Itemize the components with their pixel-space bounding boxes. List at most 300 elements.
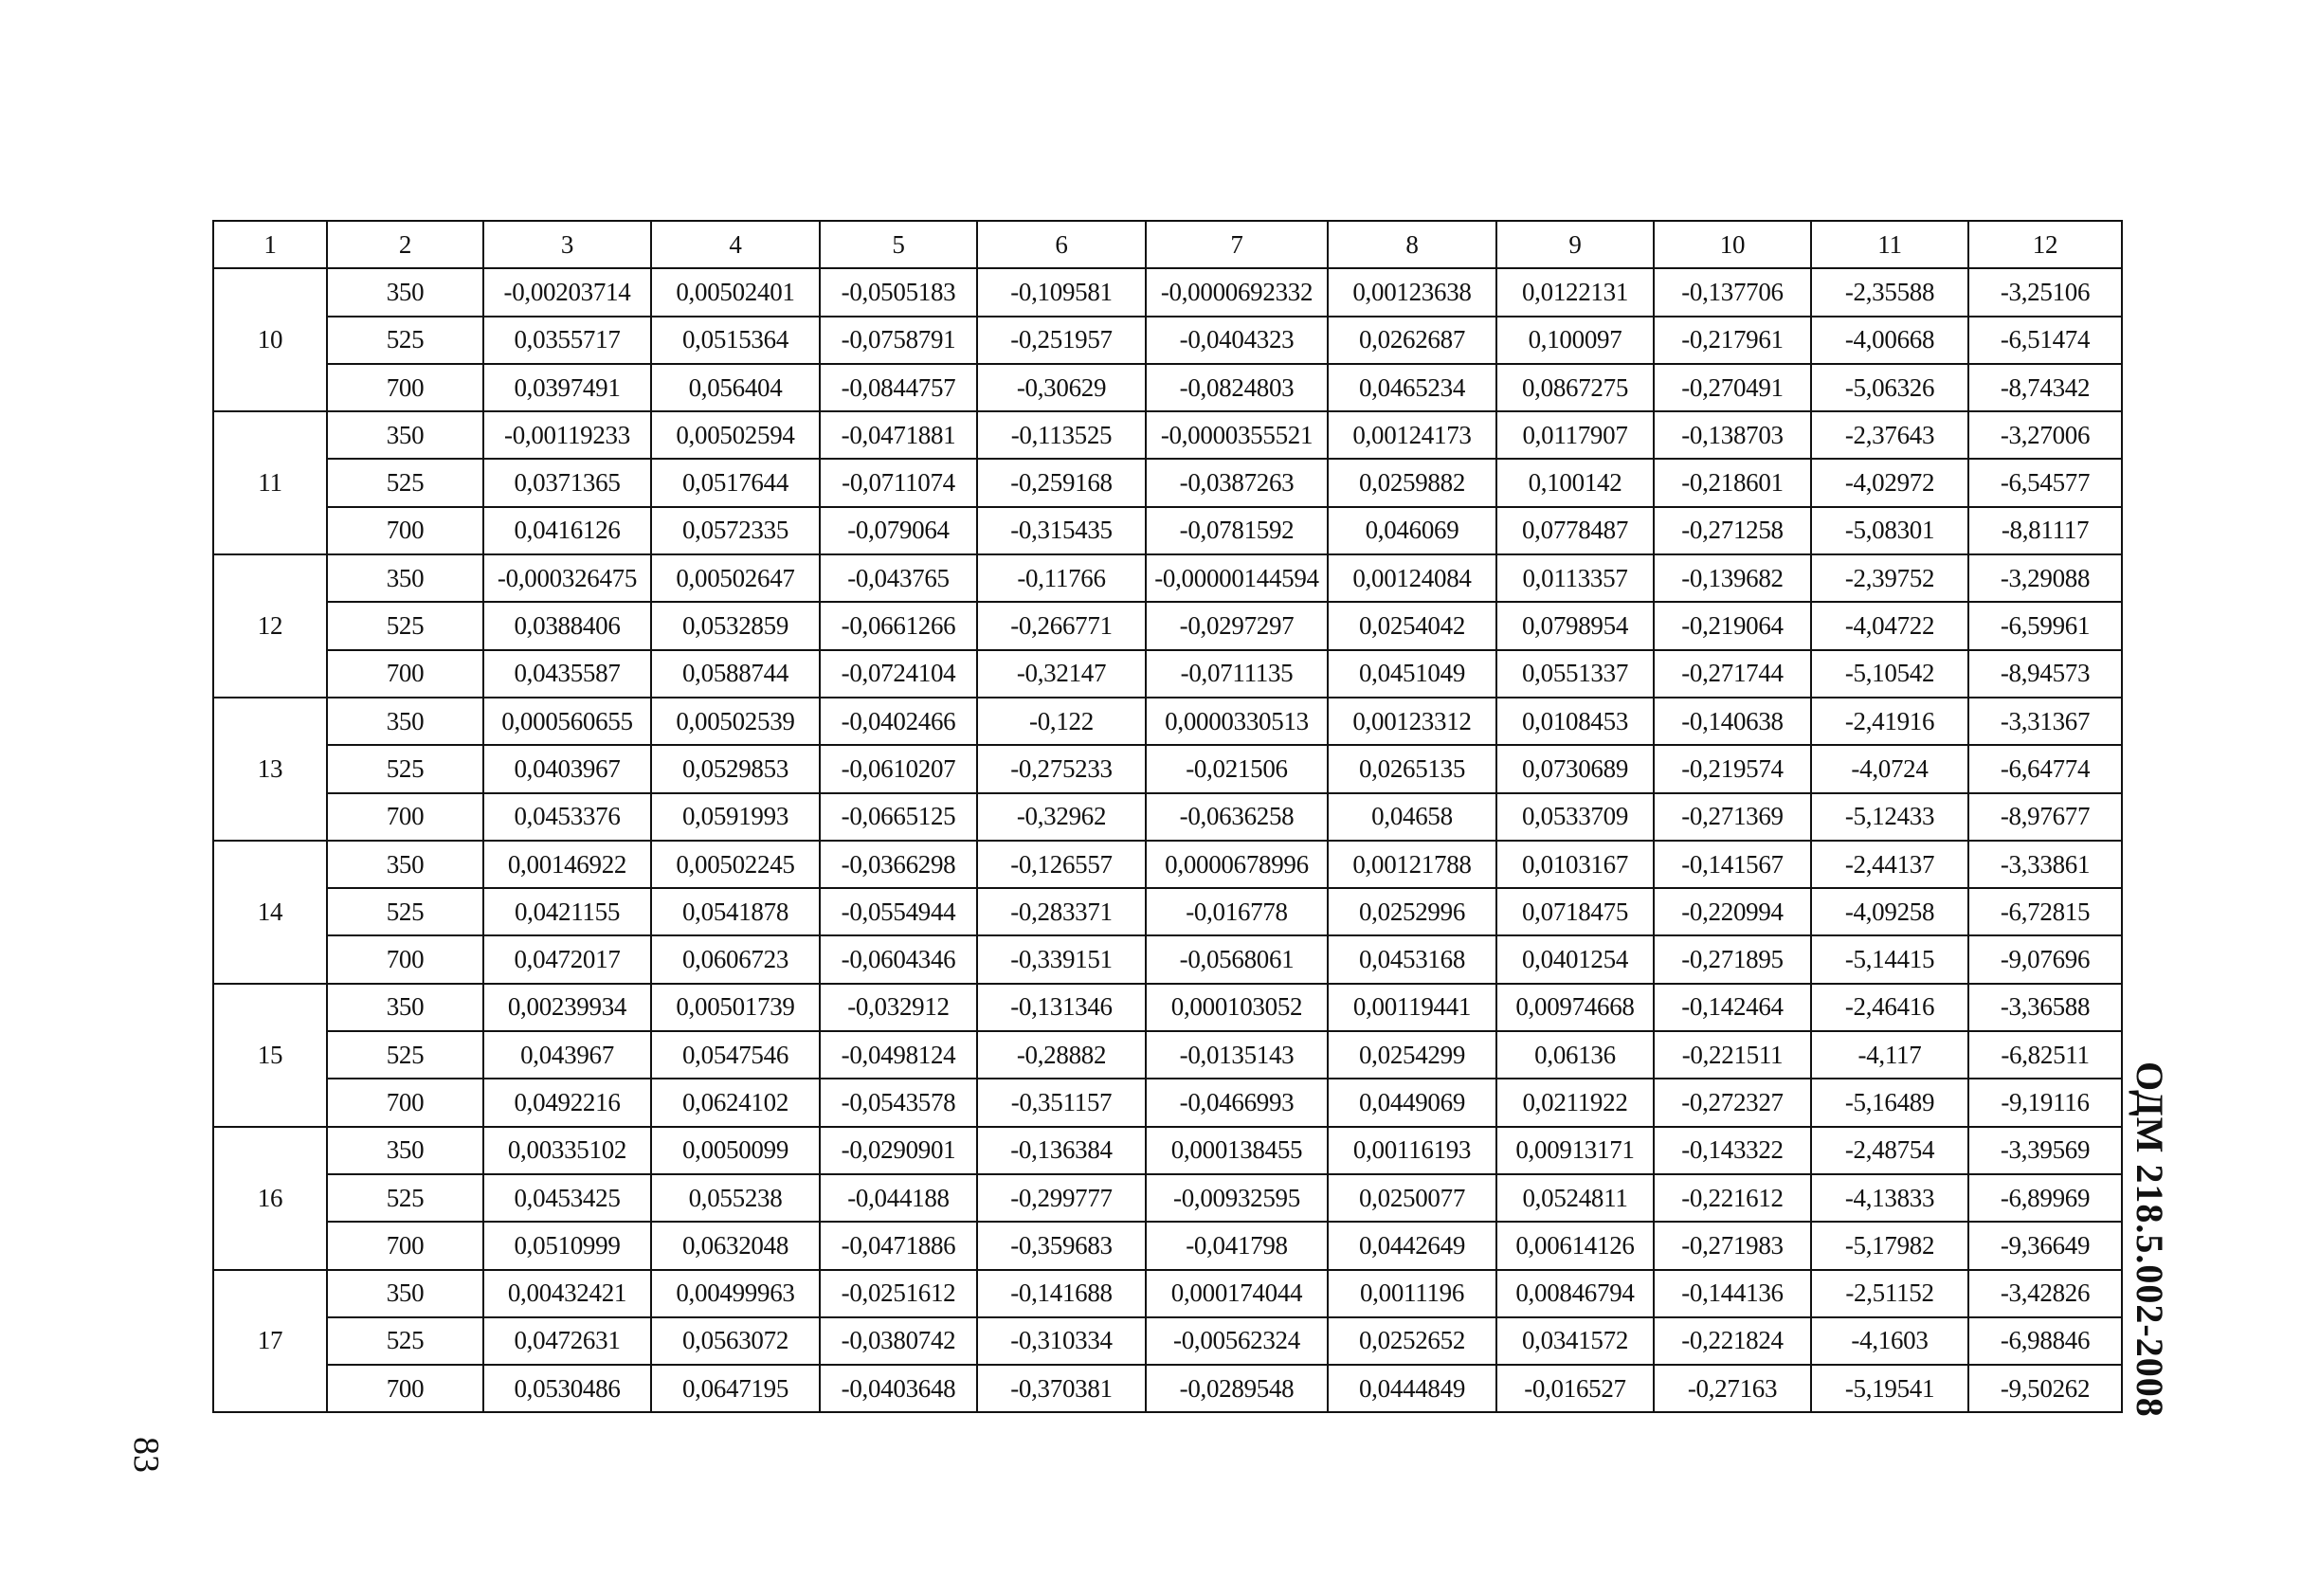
table-cell: -0,0661266	[820, 602, 977, 649]
group-id-cell: 11	[213, 411, 327, 554]
group-id-cell: 10	[213, 268, 327, 411]
table-cell: 0,0108453	[1496, 698, 1654, 745]
table-cell: 0,0532859	[651, 602, 820, 649]
group-id-cell: 17	[213, 1270, 327, 1413]
table-cell: -0,0711074	[820, 459, 977, 506]
table-cell: -0,136384	[977, 1127, 1146, 1174]
table-cell: -0,141688	[977, 1270, 1146, 1317]
table-cell: -0,32962	[977, 793, 1146, 841]
table-cell: -0,043765	[820, 554, 977, 602]
table-cell: 0,0254299	[1328, 1031, 1496, 1079]
table-cell: -0,079064	[820, 507, 977, 554]
group-id-cell: 15	[213, 984, 327, 1127]
table-cell: 0,00124084	[1328, 554, 1496, 602]
table-cell: 0,00335102	[483, 1127, 651, 1174]
page-number: 83	[126, 1437, 166, 1473]
table-cell: 0,0867275	[1496, 364, 1654, 411]
table-cell: -9,36649	[1968, 1222, 2122, 1269]
table-cell: 0,0524811	[1496, 1174, 1654, 1222]
table-cell: 0,0449069	[1328, 1079, 1496, 1126]
table-cell: -0,219574	[1654, 745, 1811, 792]
table-cell: 0,0451049	[1328, 650, 1496, 698]
table-cell: 0,0416126	[483, 507, 651, 554]
table-cell: -0,0610207	[820, 745, 977, 792]
table-cell: -3,27006	[1968, 411, 2122, 459]
table-cell: -6,72815	[1968, 888, 2122, 935]
table-cell: -0,109581	[977, 268, 1146, 316]
table-cell: 0,0355717	[483, 317, 651, 364]
table-cell: -0,221511	[1654, 1031, 1811, 1079]
table-cell: -0,0000692332	[1146, 268, 1328, 316]
table-cell: -0,370381	[977, 1365, 1146, 1412]
row-parameter-cell: 350	[327, 411, 483, 459]
table-cell: -2,44137	[1811, 841, 1968, 888]
table-cell: 0,00121788	[1328, 841, 1496, 888]
table-cell: -2,51152	[1811, 1270, 1968, 1317]
table-cell: -0,310334	[977, 1317, 1146, 1365]
table-cell: -0,271744	[1654, 650, 1811, 698]
row-parameter-cell: 350	[327, 698, 483, 745]
table-cell: -8,97677	[1968, 793, 2122, 841]
table-cell: 0,0541878	[651, 888, 820, 935]
group-id-cell: 14	[213, 841, 327, 984]
column-header: 4	[651, 221, 820, 268]
table-cell: 0,0453168	[1328, 935, 1496, 983]
table-row	[213, 650, 2122, 698]
table-cell: 0,0529853	[651, 745, 820, 792]
column-header: 3	[483, 221, 651, 268]
table-cell: -0,0568061	[1146, 935, 1328, 983]
table-cell: -3,39569	[1968, 1127, 2122, 1174]
table-cell: -0,0366298	[820, 841, 977, 888]
data-table	[212, 220, 2123, 1413]
table-cell: 0,055238	[651, 1174, 820, 1222]
table-cell: 0,0103167	[1496, 841, 1654, 888]
group-id-cell: 16	[213, 1127, 327, 1270]
table-cell: -3,25106	[1968, 268, 2122, 316]
column-header: 12	[1968, 221, 2122, 268]
table-cell: -0,0844757	[820, 364, 977, 411]
table-cell: 0,0492216	[483, 1079, 651, 1126]
table-cell: 0,0465234	[1328, 364, 1496, 411]
table-cell: -0,0290901	[820, 1127, 977, 1174]
row-parameter-cell: 525	[327, 745, 483, 792]
table-cell: -4,09258	[1811, 888, 1968, 935]
table-cell: 0,0421155	[483, 888, 651, 935]
table-cell: -2,37643	[1811, 411, 1968, 459]
table-cell: -0,0724104	[820, 650, 977, 698]
table-row	[213, 268, 2122, 316]
table-cell: 0,0442649	[1328, 1222, 1496, 1269]
table-cell: -0,0665125	[820, 793, 977, 841]
table-cell: -0,00932595	[1146, 1174, 1328, 1222]
table-cell: -9,50262	[1968, 1365, 2122, 1412]
group-id-cell: 12	[213, 554, 327, 698]
table-cell: 0,00502401	[651, 268, 820, 316]
table-cell: -4,02972	[1811, 459, 1968, 506]
table-cell: -0,139682	[1654, 554, 1811, 602]
column-header: 8	[1328, 221, 1496, 268]
table-cell: 0,00502245	[651, 841, 820, 888]
row-parameter-cell: 350	[327, 268, 483, 316]
table-cell: -0,131346	[977, 984, 1146, 1031]
table-row	[213, 793, 2122, 841]
row-parameter-cell: 525	[327, 1031, 483, 1079]
table-cell: -0,138703	[1654, 411, 1811, 459]
table-cell: 0,0606723	[651, 935, 820, 983]
row-parameter-cell: 700	[327, 1222, 483, 1269]
table-cell: -0,016527	[1496, 1365, 1654, 1412]
table-row	[213, 1079, 2122, 1126]
table-cell: -2,46416	[1811, 984, 1968, 1031]
table-cell: -0,0781592	[1146, 507, 1328, 554]
table-cell: 0,0000330513	[1146, 698, 1328, 745]
table-cell: 0,0632048	[651, 1222, 820, 1269]
table-row	[213, 841, 2122, 888]
table-cell: -0,0135143	[1146, 1031, 1328, 1079]
table-row	[213, 507, 2122, 554]
table-cell: 0,0113357	[1496, 554, 1654, 602]
table-cell: -0,0289548	[1146, 1365, 1328, 1412]
table-cell: -5,06326	[1811, 364, 1968, 411]
table-cell: 0,0262687	[1328, 317, 1496, 364]
table-cell: 0,0624102	[651, 1079, 820, 1126]
table-cell: -0,339151	[977, 935, 1146, 983]
table-row	[213, 984, 2122, 1031]
table-cell: 0,0510999	[483, 1222, 651, 1269]
row-parameter-cell: 525	[327, 459, 483, 506]
table-cell: 0,0252652	[1328, 1317, 1496, 1365]
table-cell: 0,0252996	[1328, 888, 1496, 935]
table-cell: 0,00502594	[651, 411, 820, 459]
table-cell: -6,82511	[1968, 1031, 2122, 1079]
table-row	[213, 698, 2122, 745]
table-cell: 0,0435587	[483, 650, 651, 698]
table-cell: -6,51474	[1968, 317, 2122, 364]
table-cell: 0,100142	[1496, 459, 1654, 506]
row-parameter-cell: 350	[327, 1127, 483, 1174]
table-cell: -5,10542	[1811, 650, 1968, 698]
table-cell: 0,043967	[483, 1031, 651, 1079]
table-cell: -8,94573	[1968, 650, 2122, 698]
column-header: 7	[1146, 221, 1328, 268]
table-cell: -0,30629	[977, 364, 1146, 411]
table-cell: -0,00119233	[483, 411, 651, 459]
table-row	[213, 1031, 2122, 1079]
table-cell: -0,113525	[977, 411, 1146, 459]
row-parameter-cell: 525	[327, 888, 483, 935]
table-cell: -4,1603	[1811, 1317, 1968, 1365]
table-cell: 0,00116193	[1328, 1127, 1496, 1174]
row-parameter-cell: 700	[327, 1079, 483, 1126]
table-cell: 0,0401254	[1496, 935, 1654, 983]
table-cell: 0,0515364	[651, 317, 820, 364]
table-cell: 0,00239934	[483, 984, 651, 1031]
table-cell: 0,00614126	[1496, 1222, 1654, 1269]
row-parameter-cell: 525	[327, 1174, 483, 1222]
table-cell: -0,000326475	[483, 554, 651, 602]
table-row	[213, 745, 2122, 792]
table-cell: -0,0543578	[820, 1079, 977, 1126]
table-cell: -0,28882	[977, 1031, 1146, 1079]
table-cell: 0,00974668	[1496, 984, 1654, 1031]
table-cell: -4,04722	[1811, 602, 1968, 649]
table-cell: 0,00501739	[651, 984, 820, 1031]
table-cell: 0,0472017	[483, 935, 651, 983]
table-cell: 0,0647195	[651, 1365, 820, 1412]
row-parameter-cell: 700	[327, 935, 483, 983]
row-parameter-cell: 350	[327, 984, 483, 1031]
table-cell: -5,14415	[1811, 935, 1968, 983]
table-cell: -4,0724	[1811, 745, 1968, 792]
table-cell: 0,056404	[651, 364, 820, 411]
table-cell: 0,0530486	[483, 1365, 651, 1412]
column-header: 11	[1811, 221, 1968, 268]
table-cell: -0,00203714	[483, 268, 651, 316]
table-cell: 0,000138455	[1146, 1127, 1328, 1174]
table-cell: -0,299777	[977, 1174, 1146, 1222]
table-row	[213, 1222, 2122, 1269]
column-header: 6	[977, 221, 1146, 268]
table-body	[213, 268, 2122, 1412]
table-row	[213, 459, 2122, 506]
table-cell: -0,122	[977, 698, 1146, 745]
table-cell: -0,0636258	[1146, 793, 1328, 841]
table-cell: 0,0551337	[1496, 650, 1654, 698]
table-cell: -5,12433	[1811, 793, 1968, 841]
table-cell: -5,16489	[1811, 1079, 1968, 1126]
table-cell: 0,0265135	[1328, 745, 1496, 792]
table-cell: -0,0380742	[820, 1317, 977, 1365]
table-cell: -2,39752	[1811, 554, 1968, 602]
table-cell: -0,0758791	[820, 317, 977, 364]
table-cell: -0,251957	[977, 317, 1146, 364]
table-cell: 0,00432421	[483, 1270, 651, 1317]
table-cell: -0,0711135	[1146, 650, 1328, 698]
table-cell: -0,27163	[1654, 1365, 1811, 1412]
table-cell: -0,272327	[1654, 1079, 1811, 1126]
table-cell: -0,00000144594	[1146, 554, 1328, 602]
table-cell: -2,48754	[1811, 1127, 1968, 1174]
table-cell: 0,0371365	[483, 459, 651, 506]
table-cell: -0,00562324	[1146, 1317, 1328, 1365]
column-header: 1	[213, 221, 327, 268]
table-cell: 0,0211922	[1496, 1079, 1654, 1126]
table-row	[213, 1174, 2122, 1222]
table-cell: 0,000560655	[483, 698, 651, 745]
table-cell: -0,315435	[977, 507, 1146, 554]
table-cell: -3,29088	[1968, 554, 2122, 602]
table-cell: 0,00499963	[651, 1270, 820, 1317]
group-id-cell: 13	[213, 698, 327, 841]
table-cell: -0,032912	[820, 984, 977, 1031]
table-cell: 0,0588744	[651, 650, 820, 698]
table-cell: -0,0604346	[820, 935, 977, 983]
table-cell: 0,04658	[1328, 793, 1496, 841]
table-cell: -0,219064	[1654, 602, 1811, 649]
table-row	[213, 317, 2122, 364]
table-cell: 0,00502539	[651, 698, 820, 745]
table-cell: -0,140638	[1654, 698, 1811, 745]
table-cell: -0,220994	[1654, 888, 1811, 935]
table-cell: -8,74342	[1968, 364, 2122, 411]
table-cell: -0,0402466	[820, 698, 977, 745]
table-cell: -2,35588	[1811, 268, 1968, 316]
table-cell: 0,00124173	[1328, 411, 1496, 459]
table-cell: 0,0397491	[483, 364, 651, 411]
table-cell: -0,259168	[977, 459, 1146, 506]
table-row	[213, 602, 2122, 649]
table-row	[213, 554, 2122, 602]
table-cell: 0,000174044	[1146, 1270, 1328, 1317]
table-cell: -9,19116	[1968, 1079, 2122, 1126]
row-parameter-cell: 350	[327, 1270, 483, 1317]
table-cell: 0,0117907	[1496, 411, 1654, 459]
table-cell: 0,046069	[1328, 507, 1496, 554]
table-cell: -0,217961	[1654, 317, 1811, 364]
table-cell: -0,0505183	[820, 268, 977, 316]
table-cell: 0,0000678996	[1146, 841, 1328, 888]
row-parameter-cell: 525	[327, 317, 483, 364]
table-cell: -0,044188	[820, 1174, 977, 1222]
table-row	[213, 1365, 2122, 1412]
table-cell: -0,270491	[1654, 364, 1811, 411]
table-cell: 0,0254042	[1328, 602, 1496, 649]
table-cell: -0,283371	[977, 888, 1146, 935]
table-cell: -0,144136	[1654, 1270, 1811, 1317]
table-row	[213, 935, 2122, 983]
table-cell: -3,31367	[1968, 698, 2122, 745]
table-cell: -3,36588	[1968, 984, 2122, 1031]
table-cell: 0,0341572	[1496, 1317, 1654, 1365]
table-cell: -0,0498124	[820, 1031, 977, 1079]
table-cell: -0,141567	[1654, 841, 1811, 888]
table-cell: -0,266771	[977, 602, 1146, 649]
table-cell: 0,0572335	[651, 507, 820, 554]
table-cell: -0,0387263	[1146, 459, 1328, 506]
table-row	[213, 364, 2122, 411]
table-cell: 0,00502647	[651, 554, 820, 602]
table-cell: -0,143322	[1654, 1127, 1811, 1174]
table-cell: 0,0472631	[483, 1317, 651, 1365]
table-cell: 0,0250077	[1328, 1174, 1496, 1222]
table-row	[213, 1270, 2122, 1317]
table-cell: -9,07696	[1968, 935, 2122, 983]
row-parameter-cell: 700	[327, 507, 483, 554]
table-cell: -0,275233	[977, 745, 1146, 792]
table-cell: -0,0297297	[1146, 602, 1328, 649]
table-cell: 0,0730689	[1496, 745, 1654, 792]
row-parameter-cell: 525	[327, 1317, 483, 1365]
table-cell: -0,221612	[1654, 1174, 1811, 1222]
row-parameter-cell: 525	[327, 602, 483, 649]
table-cell: -0,271983	[1654, 1222, 1811, 1269]
table-cell: -0,218601	[1654, 459, 1811, 506]
table-cell: -6,64774	[1968, 745, 2122, 792]
table-cell: -0,0403648	[820, 1365, 977, 1412]
table-cell: 0,00123312	[1328, 698, 1496, 745]
table-cell: -0,0471881	[820, 411, 977, 459]
table-cell: 0,0122131	[1496, 268, 1654, 316]
table-cell: 0,0453425	[483, 1174, 651, 1222]
table-cell: 0,00119441	[1328, 984, 1496, 1031]
table-cell: 0,0388406	[483, 602, 651, 649]
row-parameter-cell: 350	[327, 554, 483, 602]
table-cell: 0,0050099	[651, 1127, 820, 1174]
table-cell: 0,0444849	[1328, 1365, 1496, 1412]
table-row	[213, 1127, 2122, 1174]
table-cell: -0,221824	[1654, 1317, 1811, 1365]
table-cell: 0,000103052	[1146, 984, 1328, 1031]
table-cell: 0,0547546	[651, 1031, 820, 1079]
column-header: 9	[1496, 221, 1654, 268]
table-cell: -3,33861	[1968, 841, 2122, 888]
table-cell: 0,100097	[1496, 317, 1654, 364]
table-cell: 0,0718475	[1496, 888, 1654, 935]
table-cell: -0,126557	[977, 841, 1146, 888]
table-cell: -8,81117	[1968, 507, 2122, 554]
table-cell: -0,0824803	[1146, 364, 1328, 411]
table-cell: -0,271369	[1654, 793, 1811, 841]
table-cell: 0,0798954	[1496, 602, 1654, 649]
table-cell: -0,32147	[977, 650, 1146, 698]
row-parameter-cell: 700	[327, 650, 483, 698]
table-cell: -0,351157	[977, 1079, 1146, 1126]
table-cell: 0,0517644	[651, 459, 820, 506]
table-cell: 0,0778487	[1496, 507, 1654, 554]
column-header: 2	[327, 221, 483, 268]
table-cell: -5,17982	[1811, 1222, 1968, 1269]
table-cell: -0,0554944	[820, 888, 977, 935]
table-cell: 0,00913171	[1496, 1127, 1654, 1174]
column-header: 5	[820, 221, 977, 268]
table-cell: -6,54577	[1968, 459, 2122, 506]
table-cell: -3,42826	[1968, 1270, 2122, 1317]
table-cell: -4,00668	[1811, 317, 1968, 364]
table-cell: -6,59961	[1968, 602, 2122, 649]
row-parameter-cell: 700	[327, 364, 483, 411]
table-cell: -0,271895	[1654, 935, 1811, 983]
table-cell: -0,0466993	[1146, 1079, 1328, 1126]
table-cell: -2,41916	[1811, 698, 1968, 745]
table-cell: -4,13833	[1811, 1174, 1968, 1222]
document-code-title: ОДМ 218.5.002-2008	[2129, 1061, 2171, 1418]
table-cell: 0,06136	[1496, 1031, 1654, 1079]
table-cell: -0,0251612	[820, 1270, 977, 1317]
table-cell: -0,021506	[1146, 745, 1328, 792]
table-cell: -5,19541	[1811, 1365, 1968, 1412]
table-cell: -0,041798	[1146, 1222, 1328, 1269]
table-cell: -0,0000355521	[1146, 411, 1328, 459]
table-cell: -0,11766	[977, 554, 1146, 602]
table-cell: -0,0471886	[820, 1222, 977, 1269]
table-cell: -0,0404323	[1146, 317, 1328, 364]
table-cell: -0,271258	[1654, 507, 1811, 554]
table-cell: -6,98846	[1968, 1317, 2122, 1365]
table-cell: 0,00846794	[1496, 1270, 1654, 1317]
row-parameter-cell: 700	[327, 793, 483, 841]
table-cell: 0,0563072	[651, 1317, 820, 1365]
row-parameter-cell: 700	[327, 1365, 483, 1412]
column-header: 10	[1654, 221, 1811, 268]
table-cell: -0,142464	[1654, 984, 1811, 1031]
table-cell: 0,0259882	[1328, 459, 1496, 506]
table-cell: -0,016778	[1146, 888, 1328, 935]
table-cell: -0,137706	[1654, 268, 1811, 316]
table-cell: -4,117	[1811, 1031, 1968, 1079]
row-parameter-cell: 350	[327, 841, 483, 888]
table-row	[213, 888, 2122, 935]
